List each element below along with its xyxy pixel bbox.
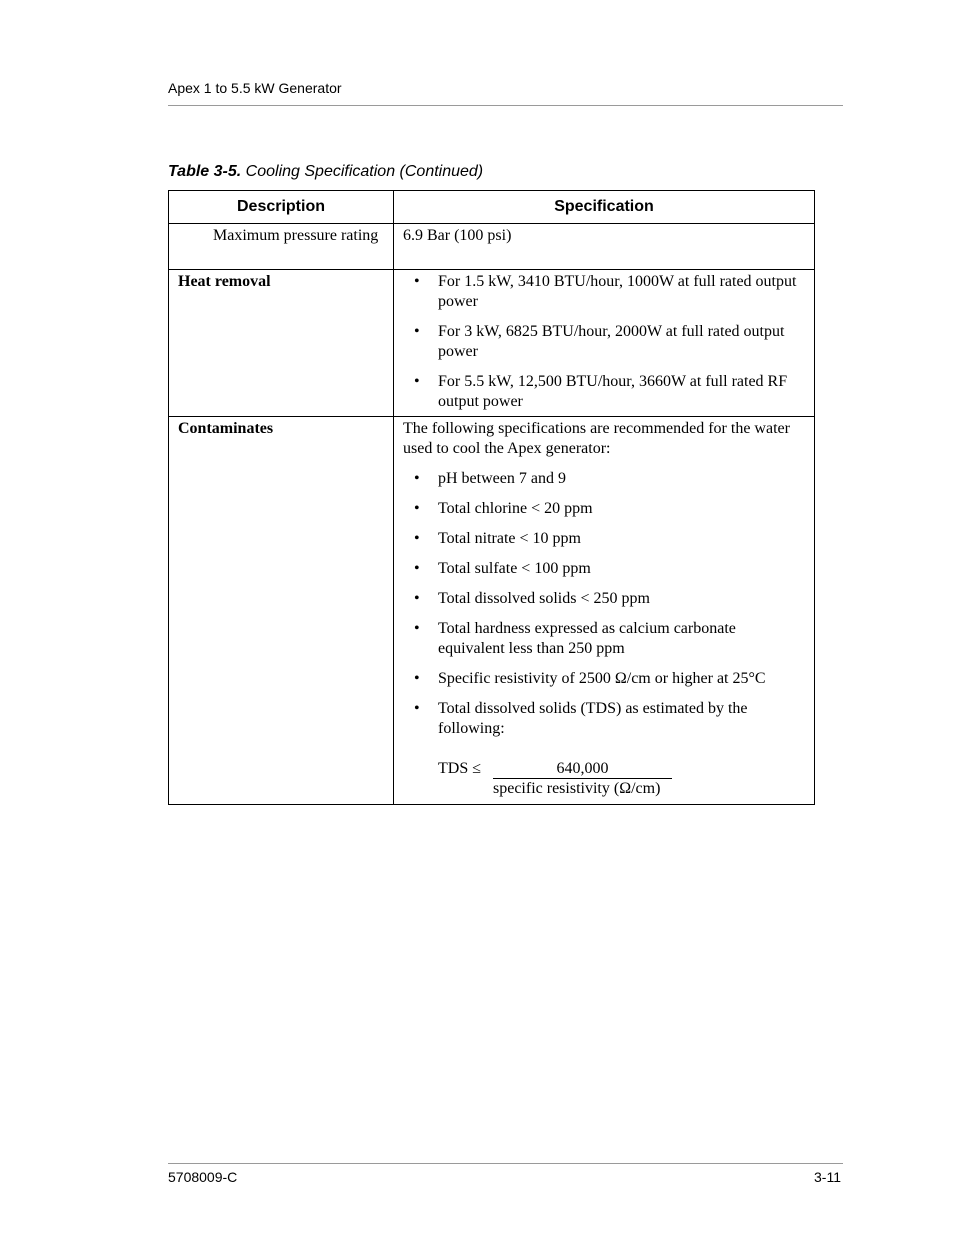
table-header-row xyxy=(169,191,815,224)
list-item: • Specific resistivity of 2500 Ω/cm or higher at 25°C xyxy=(403,669,806,689)
list-item: • pH between 7 and 9 xyxy=(403,469,806,489)
list-item: • Total dissolved solids (TDS) as estimated by the following: xyxy=(403,699,806,739)
row-description: Contaminates xyxy=(169,417,394,805)
row-specification: 6.9 Bar (100 psi) xyxy=(394,224,815,270)
running-header: Apex 1 to 5.5 kW Generator xyxy=(168,80,342,96)
document-number: 5708009-C xyxy=(168,1169,238,1185)
list-item: • Total chlorine < 20 ppm xyxy=(403,499,806,519)
header-divider xyxy=(168,105,843,106)
formula-denominator: specific resistivity (Ω/cm) xyxy=(493,780,661,797)
table-caption-text: Cooling Specification (Continued) xyxy=(241,163,484,180)
column-header-specification: Specification xyxy=(394,191,815,224)
contaminates-intro: The following specifications are recommended for the water used to cool the Apex generator: xyxy=(403,420,790,457)
formula-numerator: 640,000 xyxy=(493,759,672,779)
row-specification xyxy=(394,270,815,417)
list-item: • For 5.5 kW, 12,500 BTU/hour, 3660W at full rated RF output power xyxy=(403,372,806,412)
list-item: • For 3 kW, 6825 BTU/hour, 2000W at full rated output power xyxy=(403,322,806,362)
list-item: • Total sulfate < 100 ppm xyxy=(403,559,806,579)
footer-divider xyxy=(168,1163,843,1164)
row-description: Heat removal xyxy=(169,270,394,417)
list-item: • Total nitrate < 10 ppm xyxy=(403,529,806,549)
cooling-spec-table xyxy=(168,190,815,805)
row-description: Maximum pressure rating xyxy=(169,224,394,270)
table-row xyxy=(169,417,815,805)
tds-formula xyxy=(438,759,806,799)
column-header-description: Description xyxy=(169,191,394,224)
page-number: 3-11 xyxy=(814,1169,841,1185)
list-item: • Total dissolved solids < 250 ppm xyxy=(403,589,806,609)
table-caption-label: Table 3-5. xyxy=(168,163,242,180)
table-row xyxy=(169,224,815,270)
formula-lhs: TDS ≤ xyxy=(438,760,482,777)
table-caption xyxy=(168,163,483,181)
row-specification xyxy=(394,417,815,805)
contaminates-list xyxy=(403,469,806,739)
table-row xyxy=(169,270,815,417)
list-item: • For 1.5 kW, 3410 BTU/hour, 1000W at full rated output power xyxy=(403,272,806,312)
heat-removal-list xyxy=(403,272,806,412)
formula-fraction xyxy=(493,759,672,799)
list-item: • Total hardness expressed as calcium carbonate equivalent less than 250 ppm xyxy=(403,619,806,659)
